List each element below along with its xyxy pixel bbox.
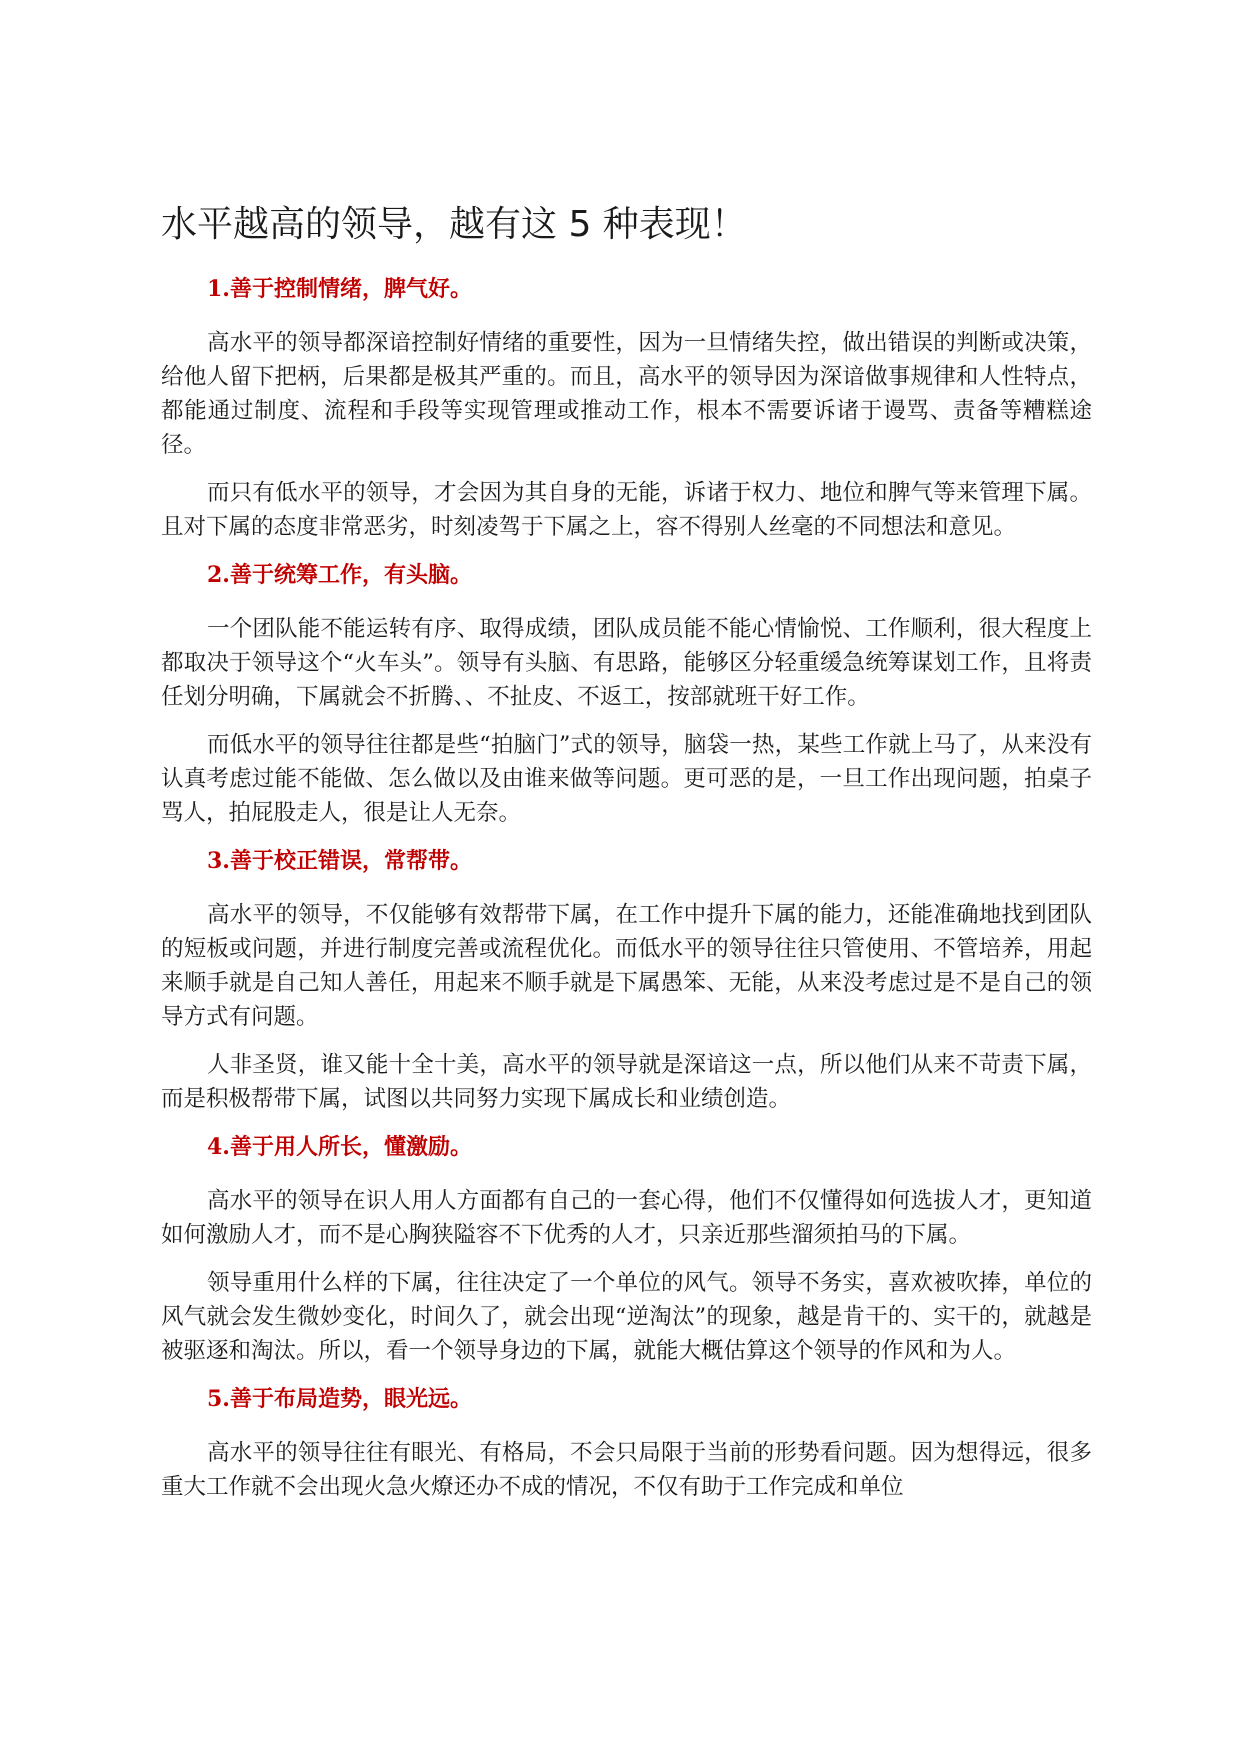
section-heading: 2.善于统筹工作，有头脑。 bbox=[207, 562, 472, 588]
article-body bbox=[161, 200, 1092, 1504]
section-heading: 1.善于控制情绪，脾气好。 bbox=[207, 276, 472, 302]
paragraph: 高水平的领导，不仅能够有效帮带下属，在工作中提升下属的能力，还能准确地找到团队的短板或问题，并进行制度完善或流程优化。而低水平的领导往往只管使用、不管培养，用起来顺手就是自己知人善任，用起来不顺手就是下属愚笨、无能，从来没考虑过是不是自己的领导方式有问题。 bbox=[161, 902, 1092, 1030]
section-heading: 5.善于布局造势，眼光远。 bbox=[207, 1386, 472, 1412]
section-3 bbox=[161, 844, 1092, 1116]
section-5 bbox=[161, 1382, 1092, 1504]
section-heading: 3.善于校正错误，常帮带。 bbox=[207, 848, 472, 874]
section-heading: 4.善于用人所长，懂激励。 bbox=[207, 1134, 472, 1160]
paragraph: 人非圣贤，谁又能十全十美，高水平的领导就是深谙这一点，所以他们从来不苛责下属，而是积极帮带下属，试图以共同努力实现下属成长和业绩创造。 bbox=[161, 1052, 1092, 1112]
paragraph: 一个团队能不能运转有序、取得成绩，团队成员能不能心情愉悦、工作顺利，很大程度上都取决于领导这个“火车头”。领导有头脑、有思路，能够区分轻重缓急统筹谋划工作，且将责任划分明确，下属就会不折腾、、不扯皮、不返工，按部就班干好工作。 bbox=[161, 616, 1092, 710]
article-title: 水平越高的领导，越有这 5 种表现！ bbox=[161, 204, 747, 245]
section-2 bbox=[161, 558, 1092, 830]
paragraph: 高水平的领导往往有眼光、有格局，不会只局限于当前的形势看问题。因为想得远，很多重大工作就不会出现火急火燎还办不成的情况，不仅有助于工作完成和单位 bbox=[161, 1440, 1092, 1500]
paragraph: 领导重用什么样的下属，往往决定了一个单位的风气。领导不务实，喜欢被吹捧，单位的风气就会发生微妙变化，时间久了，就会出现“逆淘汰”的现象，越是肯干的、实干的，就越是被驱逐和淘汰。所以，看一个领导身边的下属，就能大概估算这个领导的作风和为人。 bbox=[161, 1270, 1092, 1364]
paragraph: 高水平的领导都深谙控制好情绪的重要性，因为一旦情绪失控，做出错误的判断或决策，给他人留下把柄，后果都是极其严重的。而且，高水平的领导因为深谙做事规律和人性特点，都能通过制度、流程和手段等实现管理或推动工作，根本不需要诉诸于谩骂、责备等糟糕途径。 bbox=[161, 330, 1092, 458]
paragraph: 高水平的领导在识人用人方面都有自己的一套心得，他们不仅懂得如何选拔人才，更知道如何激励人才，而不是心胸狭隘容不下优秀的人才，只亲近那些溜须拍马的下属。 bbox=[161, 1188, 1092, 1248]
paragraph: 而低水平的领导往往都是些“拍脑门”式的领导，脑袋一热，某些工作就上马了，从来没有认真考虑过能不能做、怎么做以及由谁来做等问题。更可恶的是，一旦工作出现问题，拍桌子骂人，拍屁股走人，很是让人无奈。 bbox=[161, 732, 1092, 826]
section-4 bbox=[161, 1130, 1092, 1368]
section-1 bbox=[161, 272, 1092, 544]
paragraph: 而只有低水平的领导，才会因为其自身的无能，诉诸于权力、地位和脾气等来管理下属。且对下属的态度非常恶劣，时刻凌驾于下属之上，容不得别人丝毫的不同想法和意见。 bbox=[161, 480, 1092, 540]
